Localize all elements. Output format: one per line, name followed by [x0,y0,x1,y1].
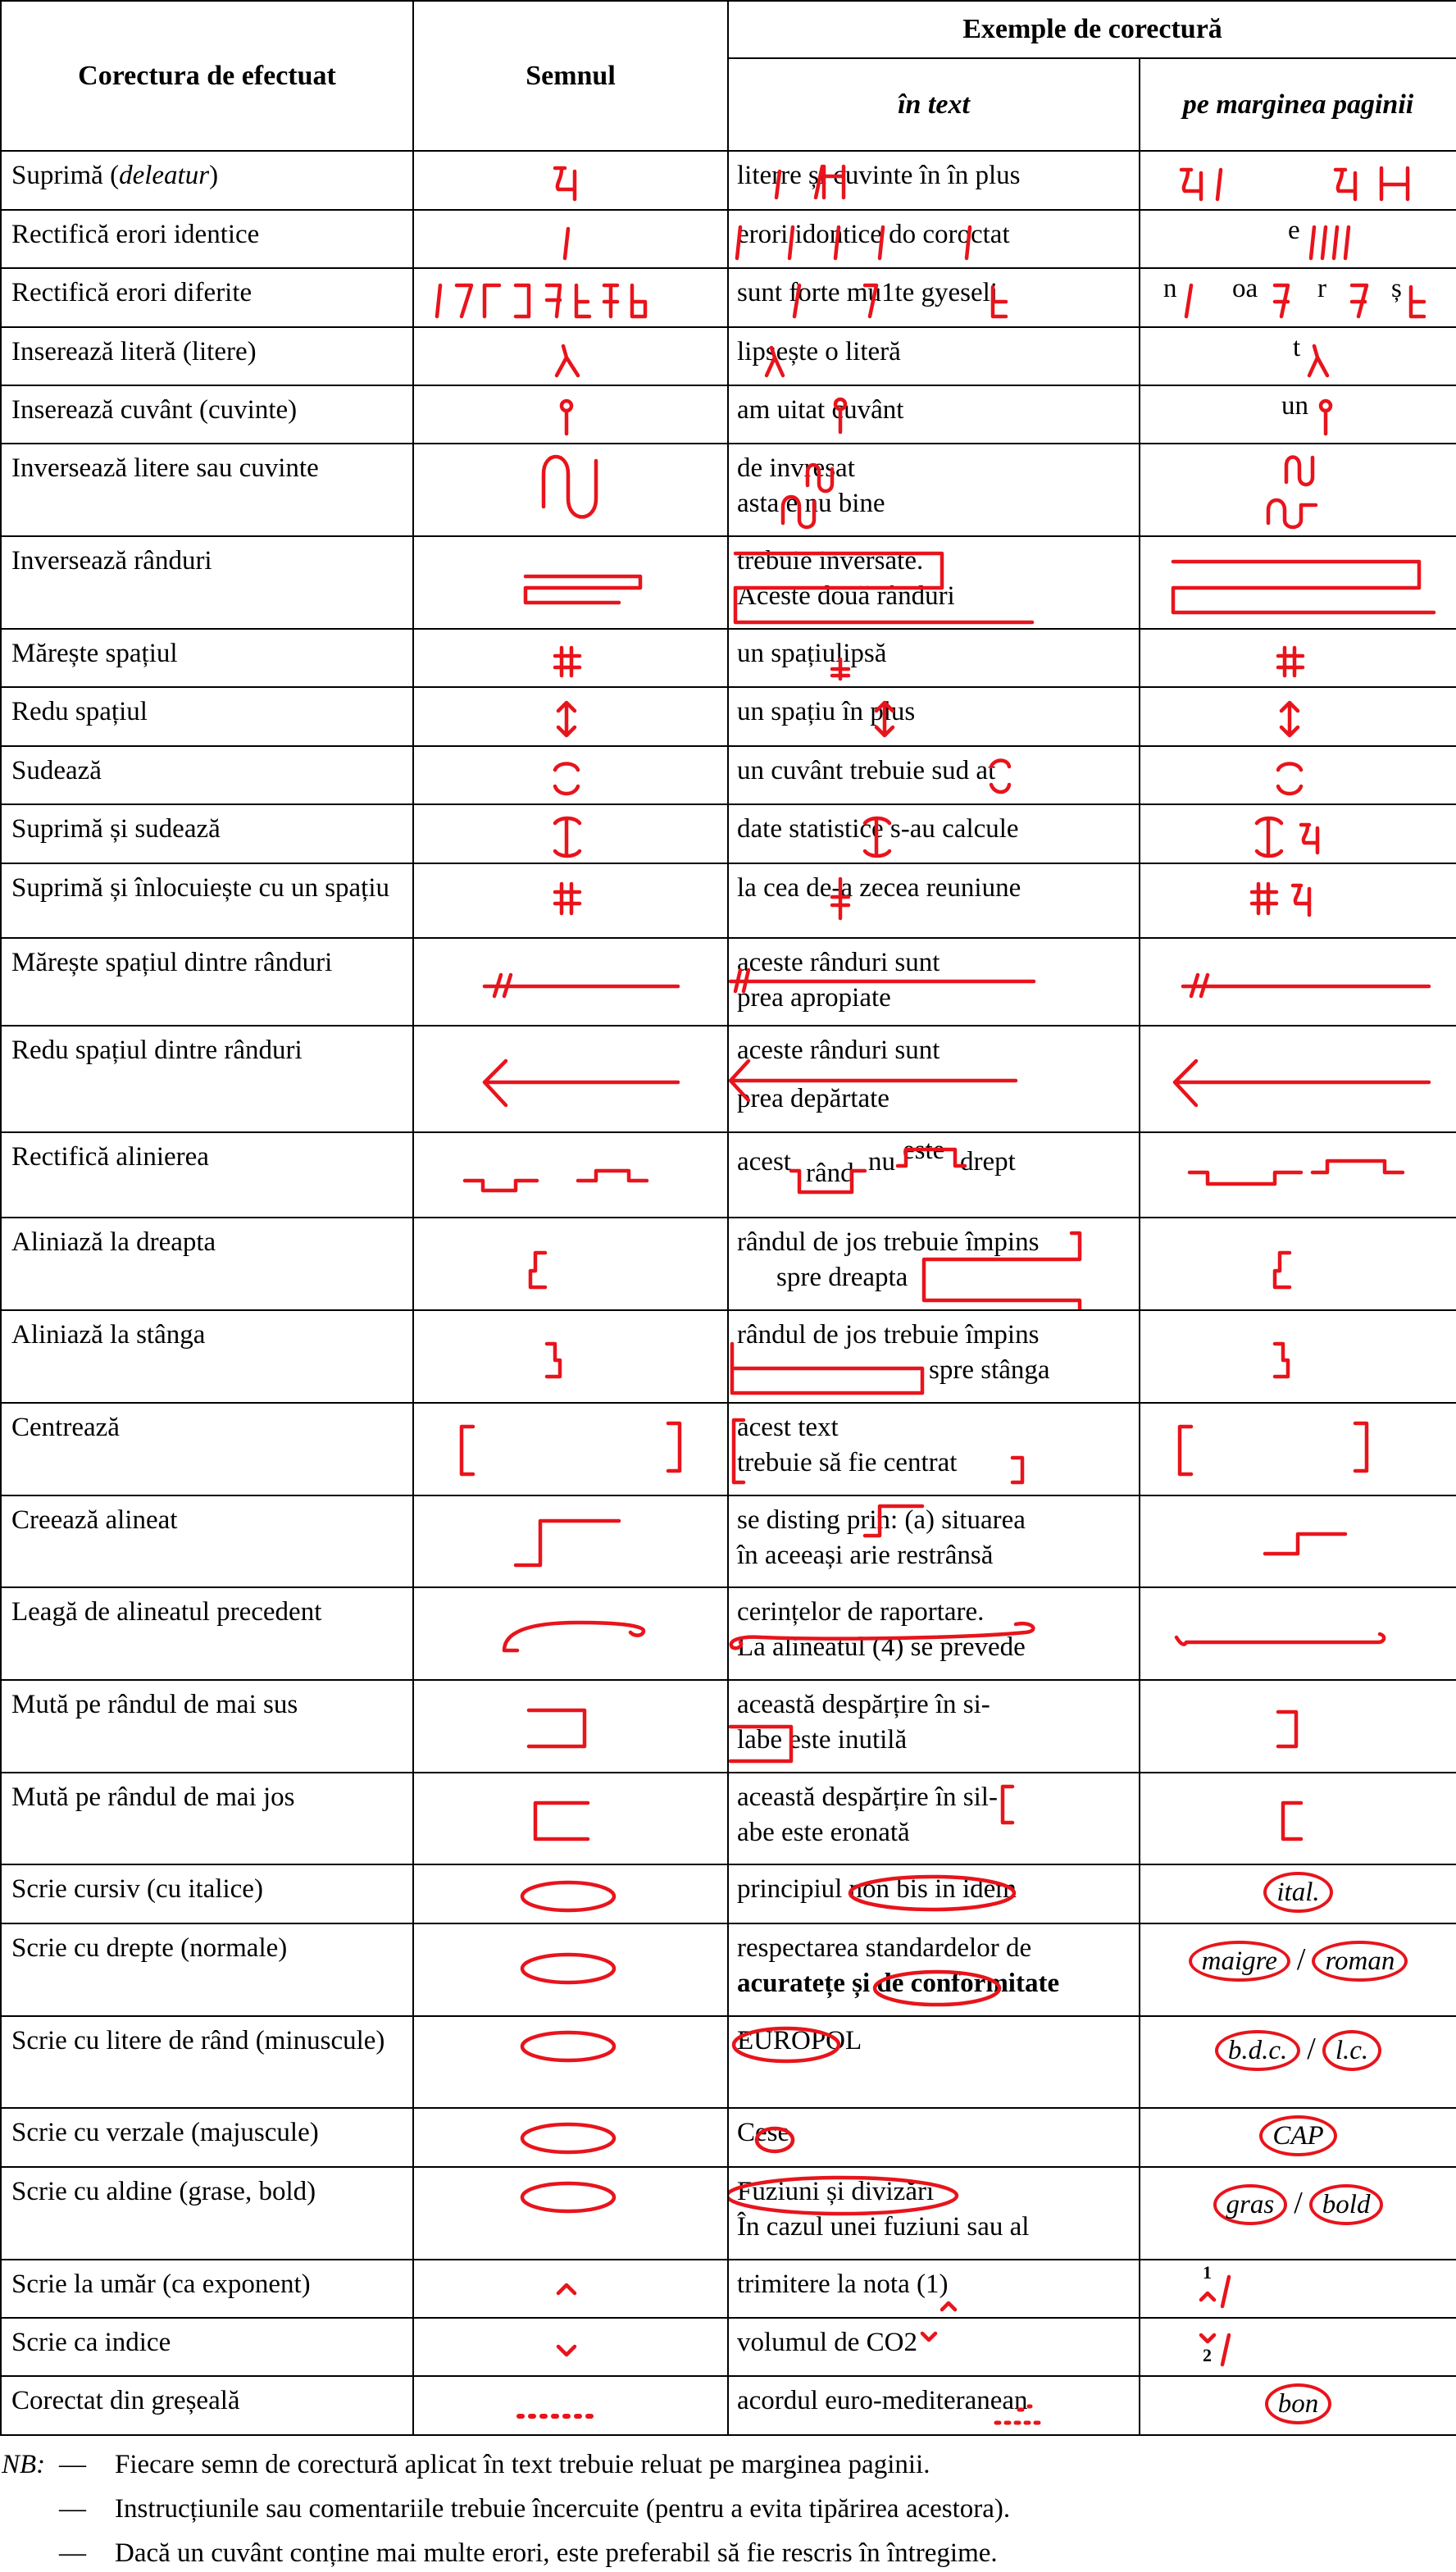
margin-oval-b: l.c. [1322,2030,1381,2071]
row-label: Centrează [1,1403,413,1495]
margin-text-b: oa [1232,274,1258,304]
margin-oval-a: ital. [1263,1872,1332,1913]
row-text-a: acest [737,1146,791,1177]
margin-mark [1140,805,1456,863]
table-row [1,2376,1456,2435]
table-row [1,1773,1456,1865]
slash-separator: / [1294,2185,1303,2220]
row-label: Scrie ca indice [1,2318,413,2376]
row-text-2: La alineatul (4) se prevede [737,1632,1026,1663]
margin-text: e [1288,215,1300,245]
move-up-mark [414,1681,728,1773]
table-row [1,629,1456,687]
table-row [1,1310,1456,1403]
slash-separator: / [1307,2031,1316,2066]
table-row [1,1132,1456,1218]
table-row [1,327,1456,385]
margin-mark [1140,1027,1456,1132]
align-mark [414,1133,728,1210]
row-text-2: în aceeași arie restrânsă [737,1540,994,1570]
margin-mark [1140,444,1456,536]
row-text: principiul non bis in idem [737,1874,1017,1905]
table-row [1,863,1456,939]
table-row [1,2260,1456,2318]
bold-mark [414,2168,728,2260]
margin-mark [1140,688,1456,745]
row-text: am uitat cuvânt [737,394,904,425]
superscript-mark [414,2260,728,2318]
row-label: Inserează cuvânt (cuvinte) [1,385,413,444]
row-label: Scrie cu drepte (normale) [1,1923,413,2016]
stet-mark [414,2377,728,2435]
margin-oval-b: bold [1309,2184,1384,2225]
table-row [1,1495,1456,1588]
row-label: Corectat din greșeală [1,2376,413,2435]
table-row [1,536,1456,629]
margin-mark [1140,864,1456,939]
row-text-2: În cazul unei fuziuni sau al [737,2211,1030,2242]
row-label: Scrie cu verzale (majuscule) [1,2108,413,2166]
row-text-e: drept [960,1146,1016,1177]
footer-dash: — [59,2538,86,2568]
row-text-2: prea depărtate [737,1083,890,1113]
margin-oval-a: b.d.c. [1215,2030,1300,2071]
add-space-mark [414,630,728,687]
margin-text: 1 [1203,2261,1212,2283]
row-text: de invresat [737,453,855,484]
row-text-b: rând [806,1158,854,1188]
row-text: această despărțire în sil- [737,1782,998,1812]
footer-note-1: Fiecare semn de corectură aplicat în text trebuie reluat pe marginea paginii. [115,2450,930,2479]
row-label: Inserează literă (litere) [1,327,413,385]
margin-mark [1140,537,1456,629]
margin-mark [1140,1681,1456,1773]
table-row [1,1864,1456,1923]
footer-notes [0,2439,1456,2572]
table-row [1,1923,1456,2016]
row-text: date statistice s-au calcule [737,814,1019,844]
row-text: erori idontice do coroctat [737,219,1010,249]
table-row [1,2108,1456,2166]
identical-error-mark [414,211,728,268]
row-text: un cuvânt trebuie sud at [737,755,996,785]
center-mark [414,1404,728,1495]
transpose-lines-mark [414,537,728,629]
row-text: un spațiulipsă [737,638,887,668]
margin-oval-a: bon [1265,2383,1332,2424]
margin-text-c: r [1317,274,1326,304]
slash-separator: / [1296,1942,1306,1977]
reduce-space-mark [414,688,728,745]
lowercase-mark [414,2017,728,2109]
deleatur-mark [414,152,728,209]
row-label: Suprimă și înlocuiește cu un spațiu [1,863,413,939]
table-row [1,804,1456,863]
footer-note-2: Instrucțiunile sau comentariile trebuie încercuite (pentru a evita tipărirea acestora). [115,2494,1011,2524]
row-text: aceste rânduri sunt [737,1035,940,1065]
margin-mark [1140,269,1456,326]
row-text-2: prea apropiate [737,983,891,1013]
margin-mark [1140,1773,1456,1865]
margin-mark [1140,939,1456,1026]
delete-replace-space-mark [414,864,728,939]
margin-text-d: ș [1391,274,1402,304]
row-text: Cese [737,2118,790,2148]
footer-dash: — [59,2450,86,2479]
row-text: un spațiu în plus [737,697,916,727]
margin-oval-a: gras [1213,2184,1288,2225]
delete-close-up-mark [414,805,728,863]
row-label: Leagă de alineatul precedent [1,1587,413,1680]
move-down-mark [414,1773,728,1865]
row-label: Inversează rânduri [1,536,413,629]
margin-mark [1140,2319,1456,2376]
row-text-2a: labe [737,1725,782,1755]
row-label: Sudează [1,746,413,804]
row-text-2: abe este eronată [737,1817,910,1847]
table-row [1,268,1456,326]
row-text-2: trebuie să fie centrat [737,1447,958,1477]
close-up-mark [414,747,728,804]
italic-mark [414,1865,728,1923]
row-label-end: ) [209,161,219,191]
row-text-2: acuratețe și de conformitate [737,1968,1060,1998]
table-row [1,1403,1456,1495]
uppercase-mark [414,2109,728,2166]
row-label: Redu spațiul dintre rânduri [1,1026,413,1132]
row-text-2: spre stânga [929,1355,1050,1386]
table-row [1,385,1456,444]
footer-line [0,2439,1456,2483]
margin-mark [1140,1588,1456,1680]
run-on-mark [414,1588,728,1680]
row-label: Suprimă și sudează [1,804,413,863]
row-label: Aliniază la dreapta [1,1218,413,1310]
row-text: trimitere la nota (1) [737,2269,949,2299]
row-text: sunt forte mu1te gyeseli [737,278,999,308]
row-text: volumul de CO2 [737,2327,917,2357]
table-row [1,1026,1456,1132]
row-label: Scrie cu aldine (grase, bold) [1,2167,413,2260]
row-text: respectarea standardelor de [737,1932,1032,1963]
row-label: Rectifică erori diferite [1,268,413,326]
row-text: lipsește o literă [737,336,901,366]
row-label: Aliniază la stânga [1,1310,413,1403]
margin-mark [1140,1404,1456,1495]
row-label: Scrie cursiv (cu italice) [1,1864,413,1923]
row-text-d: este [903,1135,945,1165]
row-label: Mărește spațiul dintre rânduri [1,938,413,1026]
row-label: Mută pe rândul de mai sus [1,1680,413,1773]
margin-text: un [1281,390,1308,421]
align-right-mark [414,1218,728,1310]
header-correction: Corectura de efectuat [1,1,413,151]
row-text: EUROPOL [737,2025,862,2055]
margin-text: 2 [1203,2344,1212,2365]
new-paragraph-mark [414,1496,728,1588]
reduce-leading-mark [414,1027,728,1132]
row-text: rândul de jos trebuie împins [737,1227,1040,1258]
row-label: Scrie la umăr (ca exponent) [1,2260,413,2318]
table-row [1,1680,1456,1773]
row-text: aceste rânduri sunt [737,948,940,978]
row-text: trebuie inversate. [737,546,924,576]
header-margin: pe marginea paginii [1140,58,1456,151]
row-text-2b: este inutilă [781,1725,908,1755]
table-row [1,1218,1456,1310]
row-label: Redu spațiul [1,687,413,745]
row-text: acordul euro-mediteranean [737,2386,1028,2416]
margin-mark [1140,152,1456,209]
table-row [1,938,1456,1026]
footer-note-3: Dacă un cuvânt conține mai multe erori, este preferabil să fie rescris în întregime. [115,2538,998,2568]
margin-text-a: n [1163,274,1177,304]
margin-mark [1140,2260,1456,2318]
row-label: Rectifică erori identice [1,210,413,268]
margin-mark [1140,747,1456,804]
row-text-2: asta e nu bine [737,489,885,519]
margin-oval-b: roman [1312,1941,1408,1982]
increase-leading-mark [414,939,728,1026]
table-row [1,2318,1456,2376]
footer-line [0,2483,1456,2528]
table-row [1,1587,1456,1680]
subscript-mark [414,2319,728,2376]
margin-mark [1140,630,1456,687]
row-text: se disting prin: (a) situarea [737,1505,1026,1535]
row-text-c: nu [868,1146,895,1177]
table-row [1,2016,1456,2109]
row-label: Suprimă ( [11,161,120,191]
transpose-mark [414,444,728,536]
row-text: acest text [737,1412,839,1442]
row-text-2: spre dreapta [776,1263,908,1293]
header-examples: Exemple de corectură [728,1,1456,58]
footer-dash: — [59,2494,86,2524]
nb-label: NB: [2,2450,46,2479]
row-label: Scrie cu litere de rând (minuscule) [1,2016,413,2109]
table-row [1,746,1456,804]
row-label: Rectifică alinierea [1,1132,413,1218]
footer-line [0,2528,1456,2572]
header-sign: Semnul [413,1,728,151]
roman-mark [414,1924,728,2016]
row-text: la cea de-a zecea reuniune [737,872,1021,903]
table-row [1,687,1456,745]
margin-oval-a: CAP [1259,2115,1336,2156]
row-text: Fuziuni și divizări [737,2176,935,2206]
row-label: Inversează litere sau cuvinte [1,444,413,536]
margin-mark [1140,1496,1456,1588]
table-row [1,151,1456,209]
table-row [1,2167,1456,2260]
margin-text: t [1293,332,1301,362]
insert-word-mark [414,386,728,444]
margin-mark [1140,1133,1456,1210]
row-text: rândul de jos trebuie împins [737,1320,1040,1350]
header-in-text: în text [728,58,1140,151]
table-row [1,210,1456,268]
row-label-em: deleatur [119,161,210,191]
table-row [1,444,1456,536]
row-text: cerințelor de raportare. [737,1597,985,1627]
margin-mark [1140,1218,1456,1310]
text-correction-mark [729,2109,1140,2166]
row-label: Mută pe rândul de mai jos [1,1773,413,1865]
align-left-mark [414,1311,728,1403]
row-label: Mărește spațiul [1,629,413,687]
row-text-2: Aceste două rânduri [737,581,955,612]
margin-mark [1140,1311,1456,1403]
row-text: literre și cuvinte în în plus [737,161,1021,191]
row-label: Creează alineat [1,1495,413,1588]
row-text: această despărțire în si- [737,1690,990,1719]
different-errors-mark [414,269,728,326]
insert-letter-mark [414,328,728,385]
margin-oval-a: maigre [1189,1941,1290,1982]
